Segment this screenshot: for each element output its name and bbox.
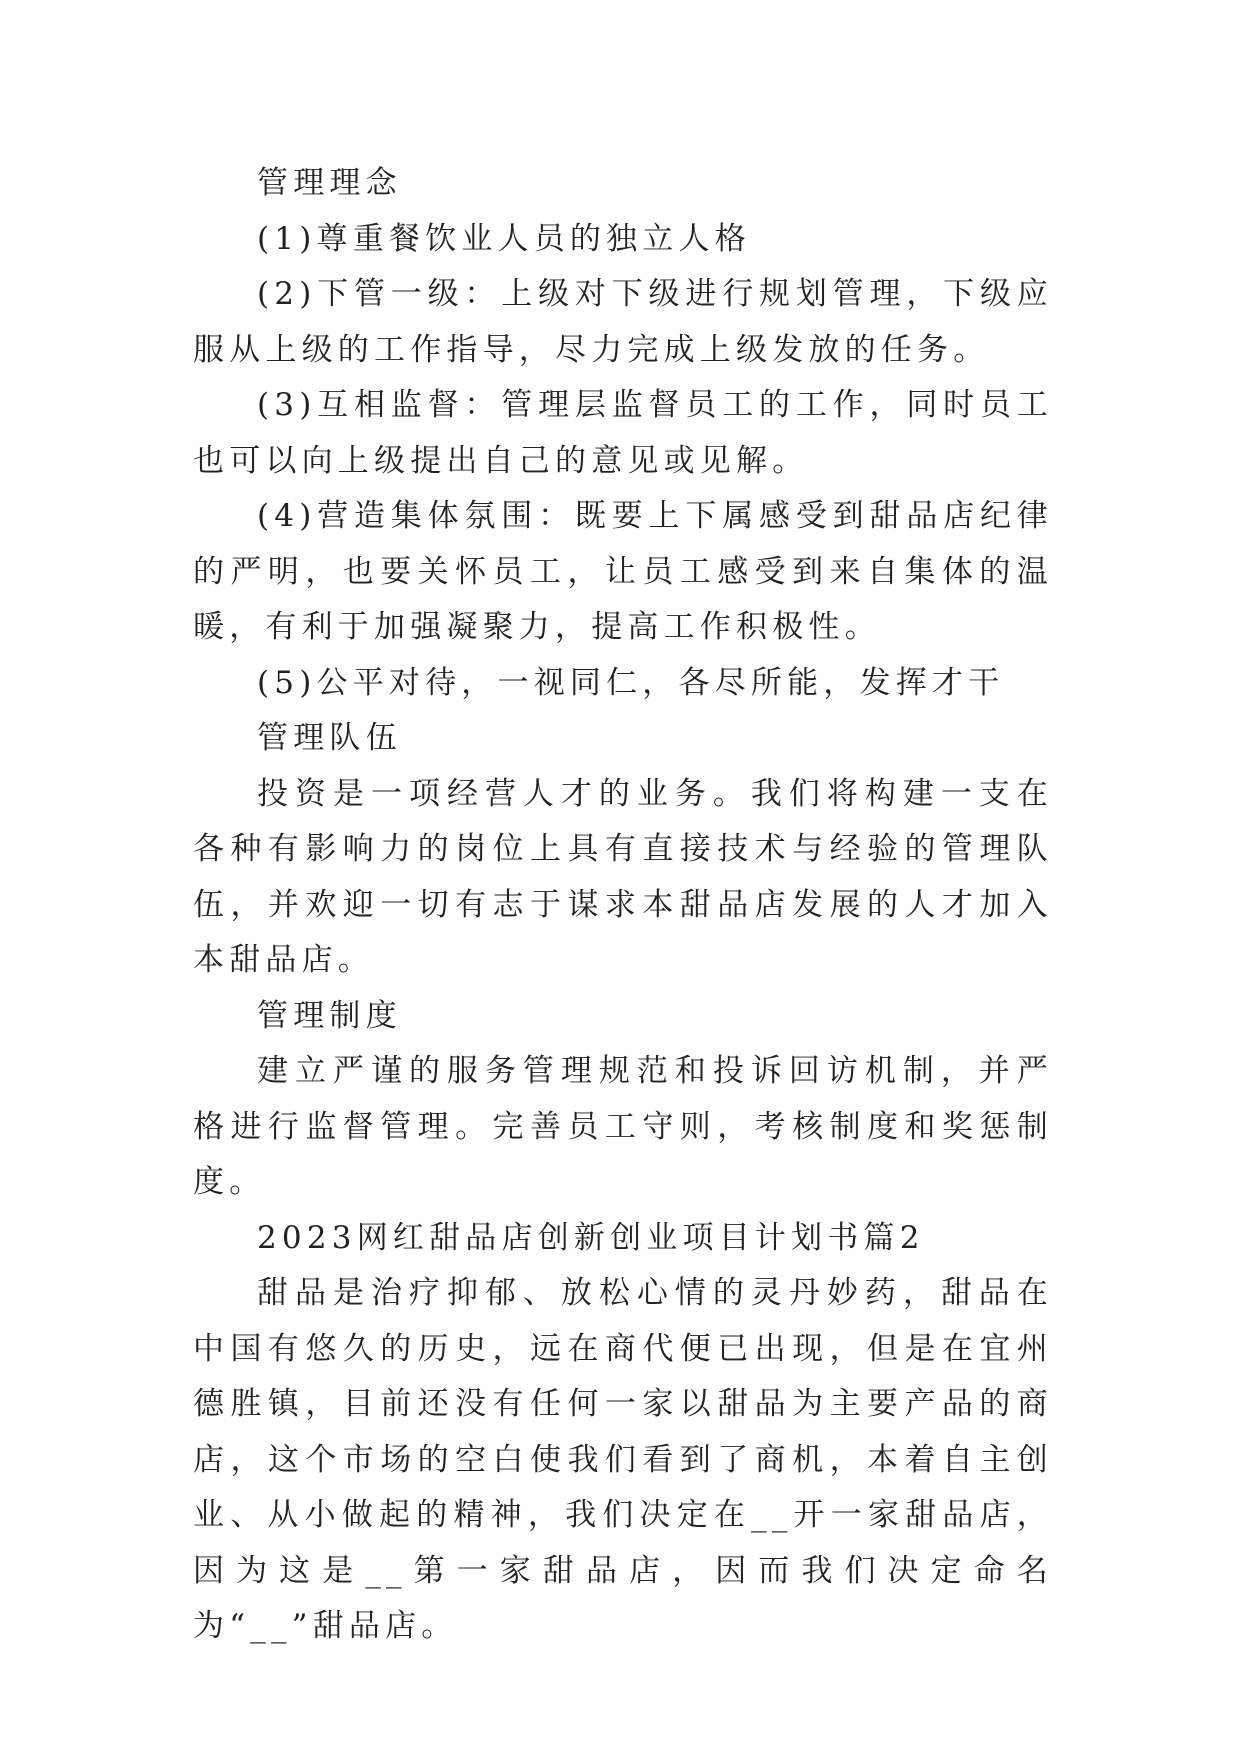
paragraph-item-4: (4)营造集体氛围：既要上下属感受到甜品店纪律的严明，也要关怀员工，让员工感受到来自集体的温暖，有利于加强凝聚力，提高工作积极性。 xyxy=(193,498,1053,645)
document-body xyxy=(193,156,1053,1655)
heading-management-system: 管理制度 xyxy=(257,997,402,1034)
paragraph-item-5: (5)公平对待，一视同仁，各尽所能，发挥才干 xyxy=(257,664,1005,701)
paragraph-item-1: (1)尊重餐饮业人员的独立人格 xyxy=(257,220,751,257)
heading-management-philosophy: 管理理念 xyxy=(257,165,402,201)
paragraph-management-team: 投资是一项经营人才的业务。我们将构建一支在各种有影响力的岗位上具有直接技术与经验的管理队伍，并欢迎一切有志于谋求本甜品店发展的人才加入本甜品店。 xyxy=(193,775,1053,978)
paragraph-intro: 甜品是治疗抑郁、放松心情的灵丹妙药，甜品在中国有悠久的历史，远在商代便已出现，但是在宜州德胜镇，目前还没有任何一家以甜品为主要产品的商店，这个市场的空白使我们看到了商机，本着自主创业、从小做起的精神，我们决定在__开一家甜品店，因为这是__第一家甜品店，因而我们决定命名为“__”甜品店。 xyxy=(193,1275,1053,1644)
paragraph-item-3: (3)互相监督：管理层监督员工的工作，同时员工也可以向上级提出自己的意见或见解。 xyxy=(193,387,1053,479)
paragraph-management-system: 建立严谨的服务管理规范和投诉回访机制，并严格进行监督管理。完善员工守则，考核制度和奖惩制度。 xyxy=(193,1053,1053,1200)
heading-management-team: 管理队伍 xyxy=(257,720,402,756)
section-title: 2023网红甜品店创新创业项目计划书篇2 xyxy=(257,1219,925,1256)
paragraph-item-2: (2)下管一级：上级对下级进行规划管理，下级应服从上级的工作指导，尽力完成上级发放的任务。 xyxy=(193,276,1053,368)
